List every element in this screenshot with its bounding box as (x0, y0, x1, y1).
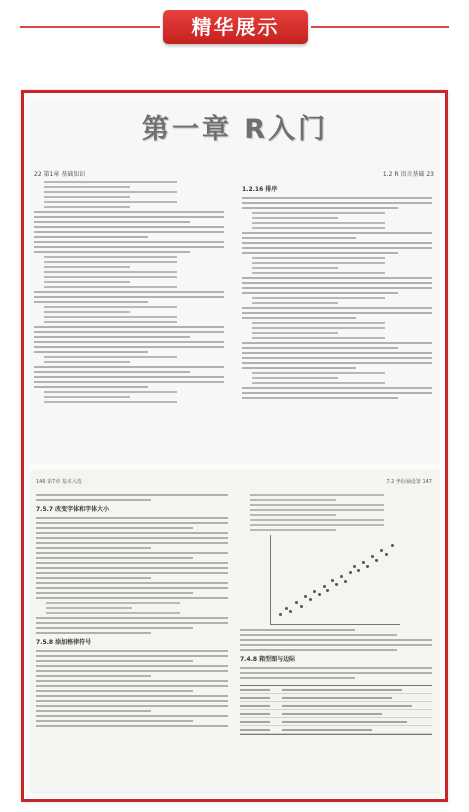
right-running-head-2: 7.2 坐标轴设置 147 (386, 479, 432, 485)
section-badge: 精华展示 (163, 10, 308, 44)
left-running-head-2: 146 第7章 基本入选 (36, 479, 82, 485)
parameter-table (240, 685, 432, 735)
right-decor-stripe (311, 26, 449, 28)
right-text-column-2 (240, 494, 432, 784)
left-text-column-2 (36, 494, 228, 784)
chapter-title: 第一章 R入门 (141, 114, 329, 145)
section-heading: 7.5.7 改变字体和字体大小 (36, 506, 110, 513)
scatter-plot-figure (270, 535, 400, 625)
section-heading: 7.4.8 箱型图与边际 (240, 656, 296, 663)
top-band (0, 0, 469, 52)
left-decor-stripe (20, 26, 160, 28)
right-running-head: 1.2 R 语言基础 23 (382, 171, 434, 178)
left-text-column (34, 181, 224, 451)
right-text-column (242, 181, 432, 451)
left-running-head: 22 第1章 基础知识 (34, 171, 86, 178)
book-page-spread-bottom (30, 470, 440, 794)
section-heading: 1.2.16 排序 (242, 186, 278, 193)
book-page-spread-top (30, 99, 440, 463)
section-heading: 7.5.8 添加格律符号 (36, 639, 92, 646)
